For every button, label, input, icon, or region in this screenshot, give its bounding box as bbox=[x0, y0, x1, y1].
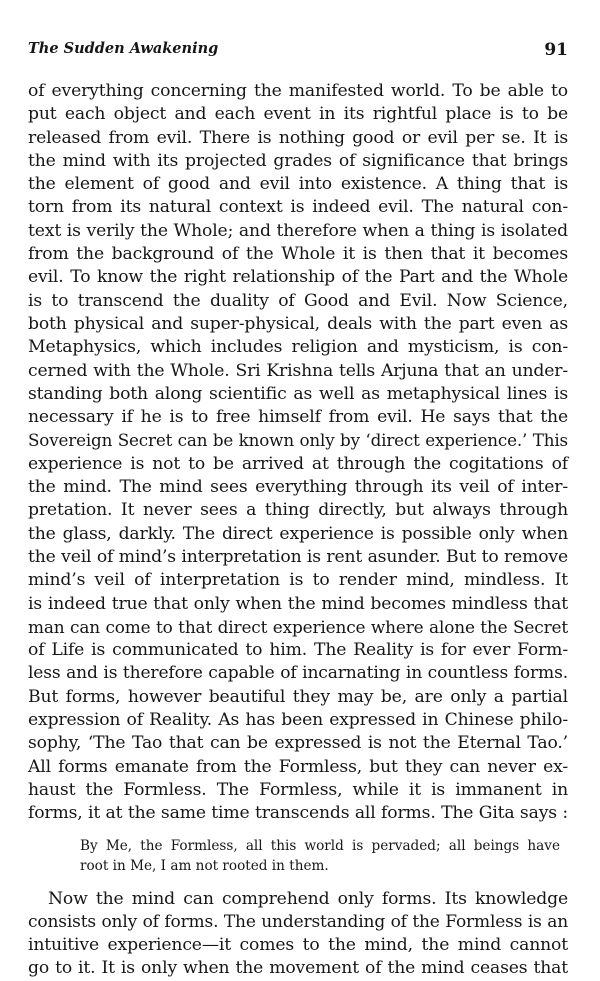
text-line: experience is not to be arrived at through the cogitations of bbox=[28, 453, 568, 474]
text-line: of Life is communicated to him. The Reality is for ever Form- bbox=[28, 640, 568, 661]
quote-line: By Me, the Formless, all this world is pervaded; all beings have bbox=[80, 837, 560, 854]
text-line: standing both along scientific as well as metaphysical lines is bbox=[28, 383, 568, 404]
book-page bbox=[28, 30, 568, 981]
text-line: mind’s veil of interpretation is to render mind, mindless. It bbox=[28, 570, 568, 591]
block-quote bbox=[80, 836, 560, 876]
text-line: the veil of mind’s interpretation is rent asunder. But to remove bbox=[28, 546, 568, 567]
text-line: man can come to that direct experience where alone the Secret bbox=[28, 616, 568, 637]
text-line: forms, it at the same time transcends all forms. The Gita says : bbox=[28, 803, 568, 824]
quote-line: root in Me, I am not rooted in them. bbox=[80, 857, 329, 874]
paragraph-2 bbox=[28, 888, 568, 981]
text-line: Now the mind can comprehend only forms. Its knowledge bbox=[48, 888, 568, 909]
text-line: pretation. It never sees a thing directly, but always through bbox=[28, 500, 568, 521]
text-line: of everything concerning the manifested world. To be able to bbox=[28, 81, 568, 101]
running-header bbox=[28, 30, 568, 66]
text-line: go to it. It is only when the movement of the mind ceases that bbox=[28, 958, 568, 979]
text-line: Sovereign Secret can be known only by ‘direct experience.’ This bbox=[28, 430, 568, 451]
text-line: the element of good and evil into existence. A thing that is bbox=[28, 174, 568, 195]
text-line: consists only of forms. The understanding of the Formless is an bbox=[28, 911, 568, 932]
text-line: All forms emanate from the Formless, but they can never ex- bbox=[28, 756, 568, 777]
text-line: is to transcend the duality of Good and Evil. Now Science, bbox=[28, 290, 568, 311]
text-line: less and is therefore capable of incarnating in countless forms. bbox=[28, 663, 568, 684]
text-line: text is verily the Whole; and therefore when a thing is isolated bbox=[28, 220, 568, 241]
text-line: sophy, ‘The Tao that can be expressed is not the Eternal Tao.’ bbox=[28, 733, 568, 754]
text-line: the mind with its projected grades of significance that brings bbox=[28, 150, 568, 171]
page-number: 91 bbox=[544, 40, 568, 60]
text-line: the mind. The mind sees everything through its veil of inter- bbox=[28, 477, 568, 498]
paragraph-1 bbox=[28, 80, 568, 826]
text-line: put each object and each event in its rightful place is to be bbox=[28, 104, 568, 125]
text-line: is indeed true that only when the mind becomes mindless that bbox=[28, 593, 568, 614]
text-line: cerned with the Whole. Sri Krishna tells Arjuna that an under- bbox=[28, 360, 568, 381]
text-line: haust the Formless. The Formless, while it is immanent in bbox=[28, 779, 568, 800]
text-line: from the background of the Whole it is then that it becomes bbox=[28, 244, 568, 265]
text-line: But forms, however beautiful they may be, are only a partial bbox=[28, 686, 568, 707]
text-line: evil. To know the right relationship of the Part and the Whole bbox=[28, 267, 568, 288]
text-line: released from evil. There is nothing good or evil per se. It is bbox=[28, 127, 568, 148]
text-line: intuitive experience—it comes to the mind, the mind cannot bbox=[28, 935, 568, 956]
text-line: necessary if he is to free himself from evil. He says that the bbox=[28, 407, 568, 428]
text-line: Metaphysics, which includes religion and mysticism, is con- bbox=[28, 337, 568, 358]
text-line: both physical and super-physical, deals with the part even as bbox=[28, 313, 568, 334]
text-line: expression of Reality. As has been expressed in Chinese philo- bbox=[28, 710, 568, 731]
running-title: The Sudden Awakening bbox=[28, 40, 219, 57]
text-line: the glass, darkly. The direct experience is possible only when bbox=[28, 523, 568, 544]
text-line: torn from its natural context is indeed evil. The natural con- bbox=[28, 197, 568, 218]
